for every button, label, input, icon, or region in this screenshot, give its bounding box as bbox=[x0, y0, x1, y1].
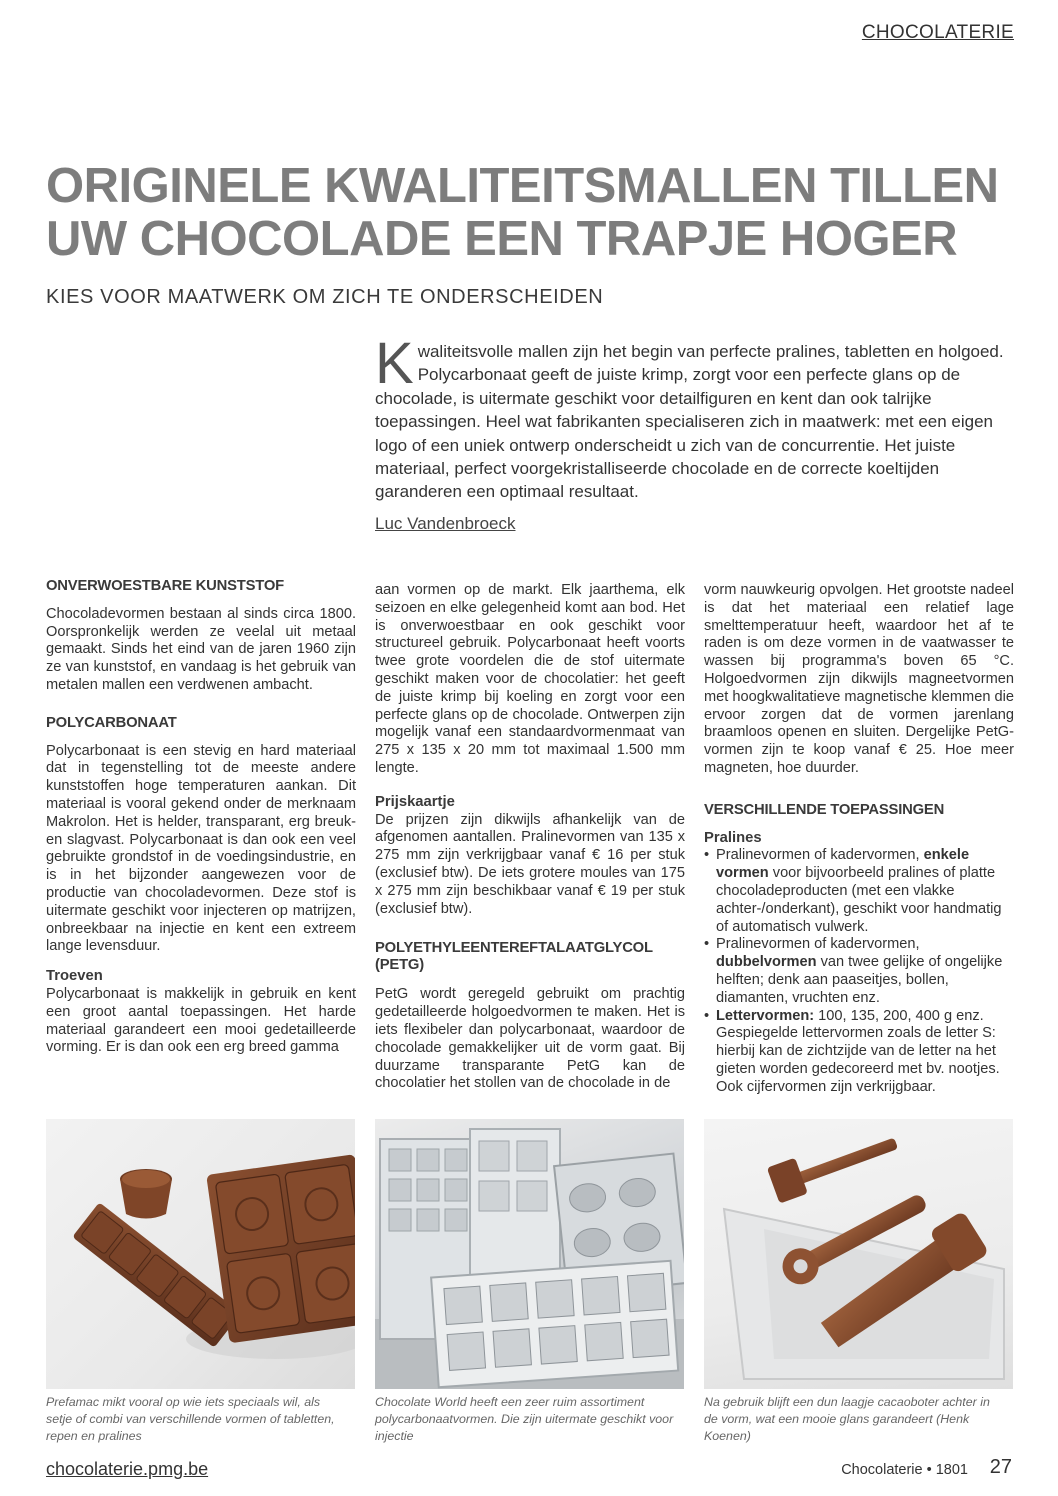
paragraph-continued-2: aan vormen op de markt. Elk jaarthema, elk seizoen en elke gelegenheid komt aan bod. Het is onverwoestbaar en ook geschikt voor structureel gebruik. Polycarbonaat heeft voorts twee grote voordelen die de stof uitermate geschikt maken voor de chocolatier: het geeft de juiste krimp bij koeling en zorgt voor een perfecte glans op de chocolade. Ontwerpen zijn mogelijk vanaf een standaardvormenmaat van 275 x 135 x 20 mm tot maximaal 1.500 mm lengte. bbox=[375, 582, 685, 776]
caption-photo-2: Chocolate World heeft een zeer ruim assortiment polycarbonaatvormen. Die zijn uitermate geschikt voor injectie bbox=[375, 1395, 674, 1443]
paragraph-polycarbonaat: Polycarbonaat is een stevig en hard materiaal dat in tegenstelling tot de meeste andere kunststoffen hoge temperaturen aankan. Dit materiaal is vooral gekend onder de merknaam Makrolon. Het is helder, transparant, erg breuk- en slagvast. Polycarbonaat is dan ook een veel gebruikte grondstof in de voedingsindustrie, en is in het bijzonder aangewezen voor de productie van chocoladevormen. Deze stof is uitermate geschikt voor injecteren op matrijzen, onbreekbaar na injectie en kent een extreem lange levensduur. bbox=[46, 742, 356, 955]
dropcap: K bbox=[375, 331, 414, 396]
title-line-2: UW CHOCOLADE EEN TRAPJE HOGER bbox=[46, 212, 958, 266]
column-2 bbox=[375, 582, 685, 1093]
tools-illustration bbox=[704, 1119, 1013, 1389]
intro-text: waliteitsvolle mallen zijn het begin van perfecte pralines, tabletten en holgoed. Polycarbonaat geeft de juiste krimp, zorgt voor een perfecte glans op de chocolade, is uitermate geschikt voor detailfiguren en kent dan ook talrijke toepassingen. Heel wat fabrikanten specialiseren zich in maatwerk: met een eigen logo of een uniek ontwerp onderscheidt u zich van de concurrentie. Het juiste materiaal, perfect voorgekristalliseerde chocolade en de correcte koeltijden garanderen een optimaal resultaat. bbox=[375, 342, 1004, 502]
paragraph-kunststof: Chocoladevormen bestaan al sinds circa 1800. Oorspronkelijk werden ze veelal uit metaal gemaakt. Sinds het eind van de jaren 1960 zijn ze van kunststof, en vandaag is het gebruik van metalen mallen een verdwenen ambacht. bbox=[46, 605, 356, 693]
paragraph-troeven: Polycarbonaat is makkelijk in gebruik en kent een groot aantal toepassingen. Het harde materiaal garandeert een mooi gedetailleerde vorming. Er is dan ook een erg breed gamma bbox=[46, 985, 356, 1056]
author-name[interactable]: Luc Vandenbroeck bbox=[375, 514, 516, 533]
title-line-1: ORIGINELE KWALITEITSMALLEN TILLEN bbox=[46, 159, 999, 213]
footer-url-link[interactable]: chocolaterie.pmg.be bbox=[46, 1459, 209, 1479]
photo-chocolate-bars bbox=[46, 1119, 355, 1389]
subheading-troeven: Troeven bbox=[46, 968, 103, 985]
subheading-pralines: Pralines bbox=[704, 829, 762, 846]
heading-polycarbonaat: POLYCARBONAAT bbox=[46, 714, 177, 731]
caption-photo-3: Na gebruik blijft een dun laagje cacaoboter achter in de vorm, wat een mooie glans garandeert (Henk Koenen) bbox=[704, 1395, 990, 1443]
list-item: • Lettervormen: 100, 135, 200, 400 g enz. Gespiegelde lettervormen zoals de letter S: hierbij kan de zichtzijde van de letter na het gieten worden gedecoreerd met bv. nootjes. Ook cijfervormen zijn verkrijgbaar. bbox=[704, 1008, 1014, 1097]
footer-issue: Chocolaterie • 1801 bbox=[841, 1462, 968, 1478]
molds-illustration bbox=[375, 1119, 684, 1389]
toepassingen-list bbox=[704, 847, 1014, 1096]
photo-tool-shaped-chocolates bbox=[704, 1119, 1013, 1389]
heading-petg: POLYETHYLEENTEREFTALAATGLYCOL (PETG) bbox=[375, 940, 653, 974]
article-title bbox=[46, 160, 1026, 266]
subheading-prijskaartje: Prijskaartje bbox=[375, 793, 455, 810]
paragraph-prijskaartje: De prijzen zijn dikwijls afhankelijk van de afgenomen aantallen. Pralinevormen van 135 x 275 mm zijn verkrijgbaar vanaf € 16 per stuk (exclusief btw). De iets grotere moules van 175 x 275 mm zijn beschikbaar vanaf € 19 per stuk (exclusief btw). bbox=[375, 811, 685, 917]
heading-kunststof: ONVERWOESTBARE KUNSTSTOF bbox=[46, 578, 284, 594]
column-1 bbox=[46, 578, 356, 1057]
caption-photo-1: Prefamac mikt vooral op wie iets speciaals wil, als setje of combi van verschillende vormen of tabletten, repen en pralines bbox=[46, 1395, 335, 1443]
paragraph-continued-3: vorm nauwkeurig opvolgen. Het grootste nadeel is dat het materiaal een relatief lage smelttemperatuur heeft, waardoor het af te raden is om deze vormen in de vaatwasser te wassen bij programma's boven 65 °C. Holgoedvormen zijn dikwijls magneetvormen met hoogkwalitatieve magnetische klemmen die ervoor zorgen dat de vormen jarenlang braamloos openen en sluiten. Dergelijke PetG-vormen zijn te koop vanaf € 25. Hoe meer magneten, hoe duurder. bbox=[704, 582, 1014, 776]
section-tag: CHOCOLATERIE bbox=[861, 22, 1014, 43]
list-item: • Pralinevormen of kadervormen, dubbelvormen van twee gelijke of ongelijke helften; denk aan paaseitjes, bollen, diamanten, vruchten enz. bbox=[704, 936, 1014, 1007]
column-3 bbox=[704, 582, 1014, 1097]
list-item: • Pralinevormen of kadervormen, enkele vormen voor bijvoorbeeld pralines of platte chocoladeproducten (met een vlakke achter-/onderkant), geschikt voor handmatig of automatisch vulwerk. bbox=[704, 847, 1014, 936]
paragraph-petg: PetG wordt geregeld gebruikt om prachtig gedetailleerde holgoedvormen te maken. Het is iets flexibeler dan polycarbonaat, waardoor de chocolade gemakkelijker uit de vorm gaat. Bij duurzame transparante PetG kan de chocolatier het stollen van de chocolade in de bbox=[375, 986, 685, 1092]
heading-toepassingen: VERSCHILLENDE TOEPASSINGEN bbox=[704, 801, 945, 818]
chocolate-bars-illustration bbox=[46, 1119, 355, 1389]
intro-paragraph bbox=[375, 331, 1007, 504]
page-number: 27 bbox=[989, 1456, 1012, 1478]
photo-polycarbonate-molds bbox=[375, 1119, 684, 1389]
article-subtitle: KIES VOOR MAATWERK OM ZICH TE ONDERSCHEIDEN bbox=[46, 286, 604, 308]
